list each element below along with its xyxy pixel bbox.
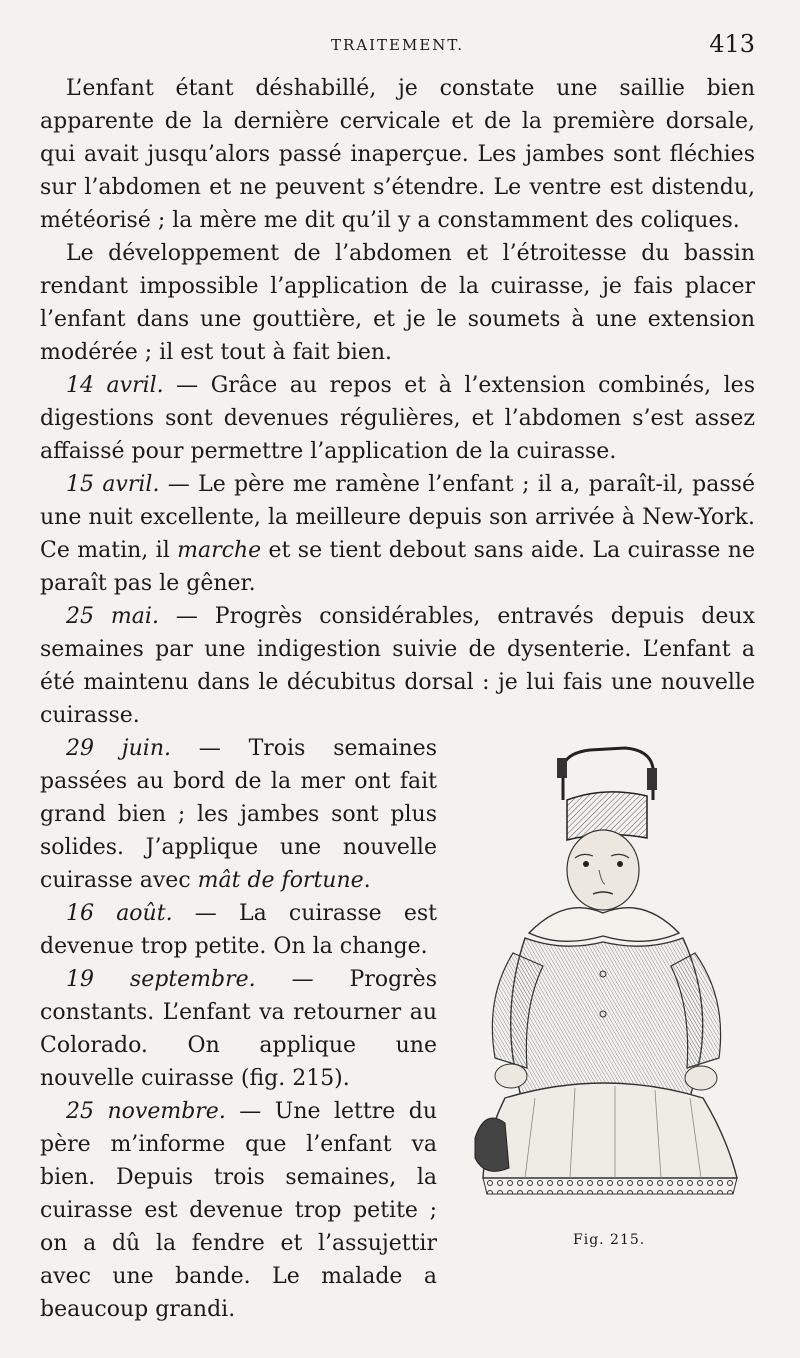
paragraph-4-text: — Le père me ramène l’enfant ; il a, paraît-il, passé une nuit excellente, la meilleure depuis son arrivée à New-York. Ce matin, il	[40, 472, 755, 563]
paragraph-7-text: — La cuirasse est devenue trop petite. On la change.	[40, 901, 437, 959]
paragraph-1-text: L’enfant étant déshabillé, je constate une saillie bien apparente de la dernière cervicale et de la première dorsale, qui avait jusqu’alors passé inaperçue. Les jambes sont fléchies sur l’abdomen et ne peuvent s’étendre. Le ventre est distendu, météorisé ; la mère me dit qu’il y a constamment des coliques.	[40, 76, 755, 233]
entry-date: 15 avril.	[66, 472, 160, 497]
paragraph-6-text-end: .	[363, 868, 371, 893]
entry-date: 25 novembre.	[66, 1099, 226, 1124]
paragraph-4-text-end: et se tient debout sans aide. La cuirasse ne paraît pas le gêner.	[40, 538, 755, 596]
entry-date: 25 mai.	[66, 604, 159, 629]
paragraph-2-text: Le développement de l’abdomen et l’étroitesse du bassin rendant impossible l’application de la cuirasse, je fais placer l’enfant dans une gouttière, et je le soumets à une extension modérée ; il est tout à fait bien.	[40, 241, 755, 365]
paragraph-5-text: — Progrès considérables, entravés depuis deux semaines par une indigestion suivie de dysenterie. L’enfant a été maintenu dans le décubitus dorsal : je lui fais une nouvelle cuirasse.	[40, 604, 755, 728]
emphasis: mât de fortune	[197, 868, 364, 893]
emphasis: marche	[177, 538, 262, 563]
paragraph-9-text: — Une lettre du père m’informe que l’enfant va bien. Depuis trois semaines, la cuirasse est devenue trop petite ; on a dû la fendre et l’assujettir avec une bande. Le malade a beaucoup grandi.	[40, 1099, 437, 1322]
paragraph-3	[40, 369, 755, 468]
figure-caption: Fig. 215.	[573, 1232, 646, 1248]
body-text	[40, 72, 755, 1326]
entry-date: 19 septembre.	[66, 967, 256, 992]
figure-215	[455, 738, 755, 1258]
page-header	[40, 28, 755, 68]
paragraph-2	[40, 237, 755, 369]
page-number: 413	[709, 30, 755, 58]
paragraph-5	[40, 600, 755, 732]
paragraph-4	[40, 468, 755, 600]
entry-date: 29 juin.	[66, 736, 171, 761]
paragraph-6-text: — Trois semaines passées au bord de la mer ont fait grand bien ; les jambes sont plus solides. J’applique une nouvelle cuirasse avec	[40, 736, 437, 893]
paragraph-3-text: — Grâce au repos et à l’extension combinés, les digestions sont devenues régulières, et l’abdomen s’est assez affaissé pour permettre l’application de la cuirasse.	[40, 373, 755, 464]
paragraph-1	[40, 72, 755, 237]
running-title: TRAITEMENT.	[330, 36, 464, 54]
entry-date: 16 août.	[66, 901, 173, 926]
entry-date: 14 avril.	[66, 373, 164, 398]
child-with-cuirasse-illustration	[465, 738, 750, 1218]
paragraph-8-text: — Progrès constants. L’enfant va retourner au Colorado. On applique une nouvelle cuirasse (fig. 215).	[40, 967, 437, 1091]
